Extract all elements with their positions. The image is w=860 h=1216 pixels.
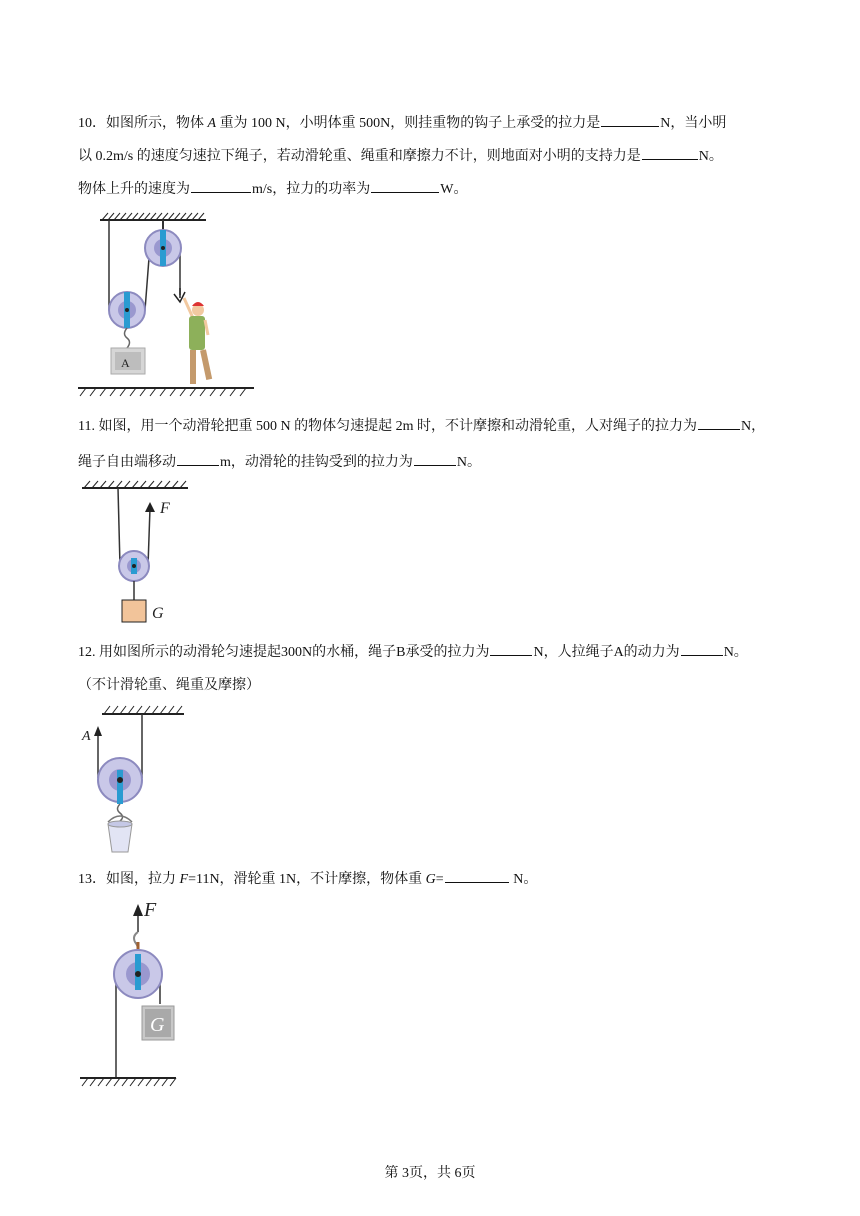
answer-blank[interactable] xyxy=(445,868,509,883)
q10-line3: 物体上升的速度为 m/s，拉力的功率为 W。 xyxy=(78,178,467,200)
q10-line2: 以 0.2m/s 的速度匀速拉下绳子，若动滑轮重、绳重和摩擦力不计，则地面对小明的支持力是 N。 xyxy=(78,145,723,167)
q12-line1: 12. 用如图所示的动滑轮匀速提起300N的水桶，绳子B承受的拉力为 N，人拉绳子A的动力为 N。 xyxy=(78,641,748,663)
q11-pulley-figure xyxy=(80,478,200,628)
q11-line1: 11. 如图，用一个动滑轮把重 500 N 的物体匀速提起 2m 时，不计摩擦和动滑轮重，人对绳子的拉力为 N， xyxy=(78,415,765,437)
answer-blank[interactable] xyxy=(642,145,698,160)
weight-label: G xyxy=(150,1014,165,1036)
q13-pulley-figure xyxy=(78,896,188,1092)
answer-blank[interactable] xyxy=(414,451,456,466)
force-label: F xyxy=(144,899,157,921)
q10-pulley-figure xyxy=(70,210,260,402)
answer-blank[interactable] xyxy=(177,451,219,466)
answer-blank[interactable] xyxy=(490,641,532,656)
answer-blank[interactable] xyxy=(371,178,439,193)
rope-a-label: A xyxy=(82,729,91,744)
block-label: A xyxy=(121,356,130,370)
q11-line2: 绳子自由端移动 m，动滑轮的挂钩受到的拉力为 N。 xyxy=(78,451,481,473)
q10-line1: 10．如图所示，物体 A 重为 100 N，小明体重 500N，则挂重物的钩子上承受的拉力是 N，当小明 xyxy=(78,112,726,134)
answer-blank[interactable] xyxy=(601,112,659,127)
answer-blank[interactable] xyxy=(698,415,740,430)
person-icon xyxy=(184,298,212,384)
force-label: F xyxy=(160,500,170,517)
answer-blank[interactable] xyxy=(681,641,723,656)
q12-line2: （不计滑轮重、绳重及摩擦） xyxy=(78,678,260,693)
weight-label: G xyxy=(152,605,164,622)
page-footer: 第 3页，共 6页 xyxy=(384,1166,476,1181)
answer-blank[interactable] xyxy=(191,178,251,193)
q12-pulley-figure xyxy=(80,702,200,858)
q13-line1: 13．如图，拉力 F=11N，滑轮重 1N，不计摩擦，物体重 G= N。 xyxy=(78,868,537,890)
bucket-icon xyxy=(108,816,132,852)
